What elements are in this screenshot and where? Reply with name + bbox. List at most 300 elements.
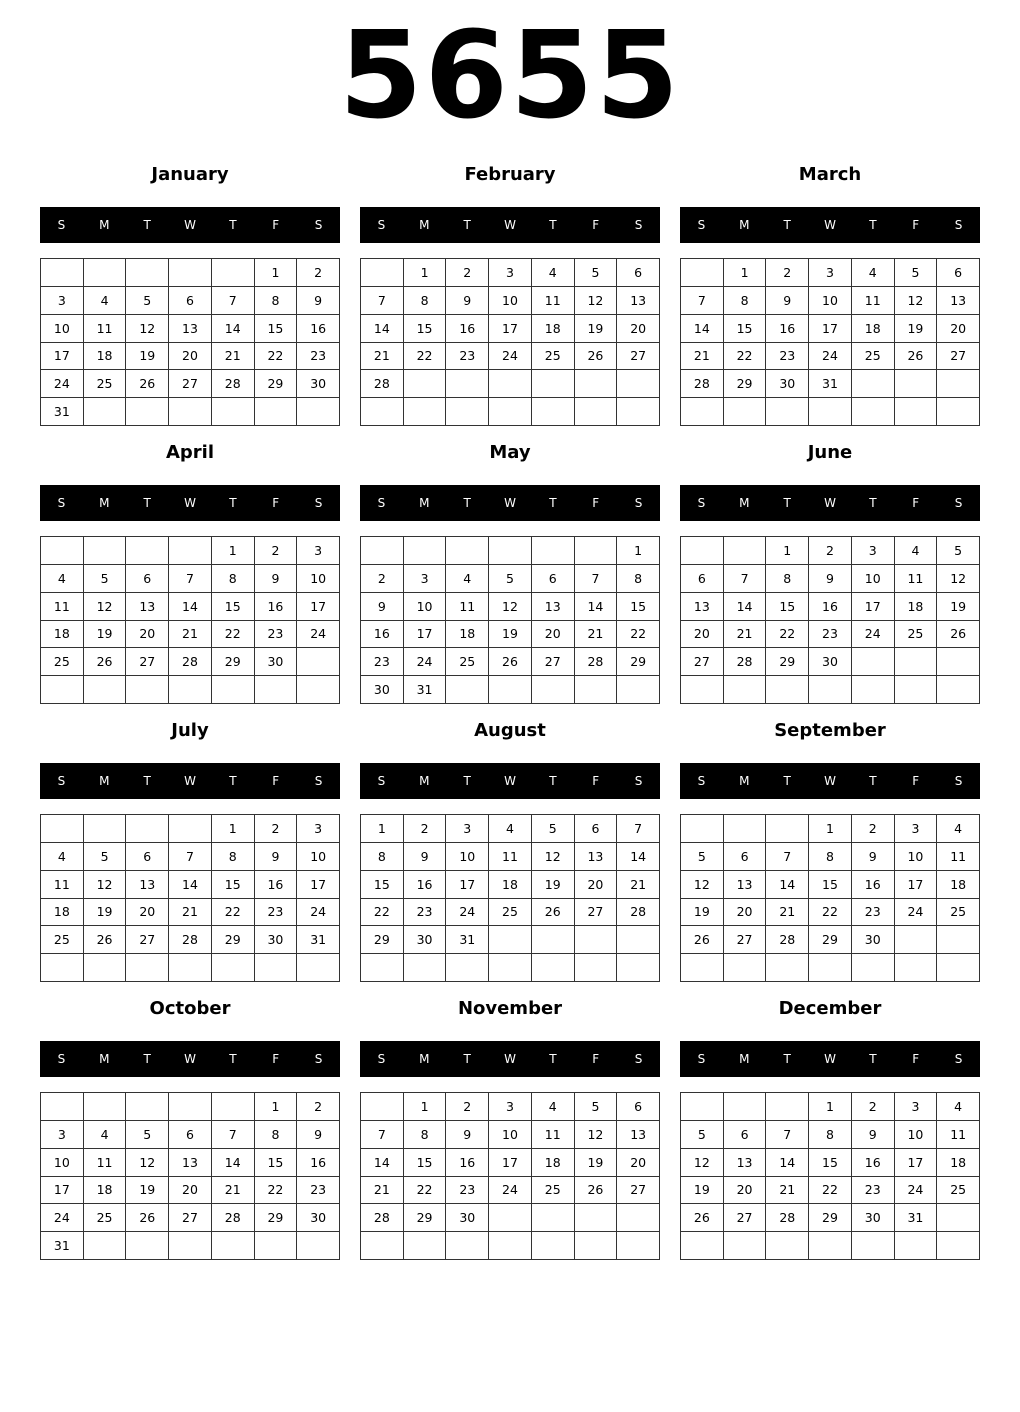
day-cell: 13 — [532, 593, 575, 621]
day-cell: 26 — [126, 370, 169, 398]
day-cell: 21 — [169, 899, 212, 927]
weekday-label: W — [184, 1052, 196, 1066]
day-cell: 5 — [126, 287, 169, 315]
day-cell: 17 — [489, 315, 532, 343]
day-cell: 8 — [212, 565, 255, 593]
day-cell: 1 — [212, 815, 255, 843]
day-cell: 20 — [724, 1177, 767, 1205]
weekday-label: F — [912, 496, 920, 510]
day-cell: 31 — [446, 926, 489, 954]
weekday-header — [360, 763, 660, 799]
day-cell: 24 — [297, 899, 340, 927]
day-cell — [212, 1093, 255, 1121]
weekday-label: S — [634, 218, 643, 232]
day-cell: 1 — [255, 1093, 298, 1121]
day-cell: 26 — [937, 621, 980, 649]
day-grid — [680, 1092, 980, 1260]
weekday-label: M — [419, 496, 430, 510]
day-cell: 26 — [126, 1204, 169, 1232]
day-cell — [489, 537, 532, 565]
day-cell: 9 — [446, 287, 489, 315]
day-cell — [532, 676, 575, 704]
day-cell: 26 — [84, 648, 127, 676]
day-cell — [895, 648, 938, 676]
day-cell: 24 — [404, 648, 447, 676]
day-cell — [895, 1232, 938, 1260]
day-cell: 30 — [255, 648, 298, 676]
weekday-label: S — [314, 1052, 323, 1066]
day-cell: 21 — [681, 343, 724, 371]
day-cell — [446, 370, 489, 398]
day-cell: 12 — [84, 593, 127, 621]
day-cell: 11 — [84, 1149, 127, 1177]
day-cell — [724, 537, 767, 565]
day-cell: 26 — [575, 343, 618, 371]
day-cell: 19 — [681, 1177, 724, 1205]
day-cell — [937, 926, 980, 954]
weekday-label: T — [143, 774, 151, 788]
day-cell: 18 — [532, 315, 575, 343]
day-cell: 30 — [255, 926, 298, 954]
day-cell — [126, 1093, 169, 1121]
day-cell — [169, 1232, 212, 1260]
day-grid — [360, 536, 660, 704]
day-cell: 9 — [852, 843, 895, 871]
day-cell: 24 — [809, 343, 852, 371]
day-cell — [575, 537, 618, 565]
day-cell — [617, 398, 660, 426]
day-cell: 26 — [84, 926, 127, 954]
day-cell — [361, 1232, 404, 1260]
day-cell: 31 — [297, 926, 340, 954]
weekday-label: F — [272, 774, 280, 788]
day-cell — [297, 648, 340, 676]
day-cell: 11 — [446, 593, 489, 621]
day-cell: 14 — [766, 871, 809, 899]
day-cell: 9 — [255, 843, 298, 871]
day-cell: 7 — [212, 287, 255, 315]
day-cell — [361, 954, 404, 982]
day-cell: 25 — [895, 621, 938, 649]
weekday-header — [360, 485, 660, 521]
day-cell — [84, 537, 127, 565]
day-cell: 4 — [41, 843, 84, 871]
day-cell: 18 — [41, 621, 84, 649]
day-cell — [84, 815, 127, 843]
day-cell — [852, 370, 895, 398]
weekday-label: T — [869, 1052, 877, 1066]
day-cell: 29 — [809, 1204, 852, 1232]
day-cell: 29 — [724, 370, 767, 398]
day-cell: 9 — [297, 287, 340, 315]
day-cell: 28 — [766, 1204, 809, 1232]
day-cell: 23 — [255, 899, 298, 927]
day-cell: 12 — [489, 593, 532, 621]
day-cell: 3 — [404, 565, 447, 593]
weekday-label: W — [824, 496, 836, 510]
day-cell — [361, 537, 404, 565]
day-cell: 21 — [361, 343, 404, 371]
day-cell — [724, 1093, 767, 1121]
weekday-label: S — [634, 496, 643, 510]
weekday-label: F — [592, 1052, 600, 1066]
day-cell: 1 — [404, 259, 447, 287]
weekday-label: F — [592, 774, 600, 788]
day-cell — [575, 926, 618, 954]
day-cell — [766, 815, 809, 843]
day-cell — [937, 1232, 980, 1260]
day-cell: 23 — [446, 343, 489, 371]
day-cell — [255, 954, 298, 982]
day-cell: 16 — [255, 593, 298, 621]
weekday-label: S — [954, 496, 963, 510]
day-cell: 4 — [937, 815, 980, 843]
weekday-label: W — [504, 774, 516, 788]
day-cell — [404, 398, 447, 426]
day-cell: 17 — [852, 593, 895, 621]
day-cell — [169, 537, 212, 565]
day-cell: 9 — [255, 565, 298, 593]
day-cell — [852, 954, 895, 982]
day-cell: 13 — [575, 843, 618, 871]
day-cell: 16 — [297, 315, 340, 343]
month-name: June — [807, 442, 853, 463]
day-cell: 5 — [895, 259, 938, 287]
day-cell: 18 — [84, 1177, 127, 1205]
day-cell: 7 — [724, 565, 767, 593]
month-name: January — [151, 164, 229, 185]
day-cell — [617, 1232, 660, 1260]
weekday-header — [680, 1041, 980, 1077]
day-cell: 28 — [361, 1204, 404, 1232]
month-name: November — [457, 998, 563, 1019]
day-cell: 22 — [212, 621, 255, 649]
weekday-header — [40, 485, 340, 521]
day-cell: 20 — [169, 1177, 212, 1205]
day-cell — [681, 954, 724, 982]
day-cell — [766, 398, 809, 426]
weekday-label: W — [504, 1052, 516, 1066]
day-cell: 10 — [446, 843, 489, 871]
day-cell — [575, 1204, 618, 1232]
day-cell: 14 — [212, 1149, 255, 1177]
day-cell: 21 — [169, 621, 212, 649]
day-cell: 30 — [852, 1204, 895, 1232]
day-cell: 10 — [489, 287, 532, 315]
day-cell: 3 — [41, 1121, 84, 1149]
month-name: April — [165, 442, 215, 463]
weekday-label: M — [99, 774, 110, 788]
day-cell: 22 — [766, 621, 809, 649]
day-cell: 6 — [169, 287, 212, 315]
day-grid — [680, 536, 980, 704]
day-cell: 25 — [84, 1204, 127, 1232]
day-cell: 23 — [852, 899, 895, 927]
day-grid — [360, 814, 660, 982]
weekday-label: S — [634, 1052, 643, 1066]
day-cell — [255, 676, 298, 704]
day-cell: 14 — [681, 315, 724, 343]
day-cell: 6 — [617, 259, 660, 287]
weekday-label: M — [99, 496, 110, 510]
day-grid — [40, 814, 340, 982]
day-cell: 4 — [532, 259, 575, 287]
day-cell: 5 — [84, 565, 127, 593]
day-cell: 13 — [617, 1121, 660, 1149]
day-cell: 11 — [41, 593, 84, 621]
day-cell: 30 — [361, 676, 404, 704]
weekday-label: F — [912, 774, 920, 788]
day-cell: 26 — [681, 926, 724, 954]
day-cell: 4 — [84, 1121, 127, 1149]
day-cell: 18 — [895, 593, 938, 621]
day-cell — [84, 398, 127, 426]
day-cell: 19 — [84, 899, 127, 927]
weekday-label: M — [739, 774, 750, 788]
day-cell: 15 — [255, 1149, 298, 1177]
day-cell: 11 — [84, 315, 127, 343]
weekday-label: W — [184, 496, 196, 510]
day-cell — [681, 1232, 724, 1260]
day-cell — [937, 1204, 980, 1232]
month-name: July — [171, 720, 209, 741]
day-cell: 22 — [212, 899, 255, 927]
weekday-label: T — [229, 218, 237, 232]
day-cell — [212, 954, 255, 982]
day-cell — [766, 1093, 809, 1121]
weekday-label: T — [549, 218, 557, 232]
day-cell: 9 — [361, 593, 404, 621]
day-cell: 24 — [41, 1204, 84, 1232]
day-grid — [680, 258, 980, 426]
day-cell — [297, 954, 340, 982]
day-cell: 25 — [41, 648, 84, 676]
day-cell: 5 — [489, 565, 532, 593]
day-cell — [766, 1232, 809, 1260]
weekday-label: F — [272, 496, 280, 510]
weekday-label: M — [99, 1052, 110, 1066]
day-cell: 18 — [84, 343, 127, 371]
day-cell — [809, 398, 852, 426]
day-cell: 13 — [724, 1149, 767, 1177]
day-cell: 19 — [126, 1177, 169, 1205]
day-cell: 15 — [361, 871, 404, 899]
weekday-label: S — [697, 218, 706, 232]
day-cell: 15 — [404, 315, 447, 343]
day-cell: 22 — [404, 343, 447, 371]
day-cell: 15 — [255, 315, 298, 343]
day-cell: 7 — [766, 1121, 809, 1149]
day-cell: 17 — [895, 1149, 938, 1177]
day-cell: 10 — [895, 843, 938, 871]
day-cell: 1 — [766, 537, 809, 565]
day-cell — [617, 676, 660, 704]
day-cell: 19 — [895, 315, 938, 343]
day-cell: 13 — [169, 1149, 212, 1177]
day-cell: 18 — [852, 315, 895, 343]
day-cell — [895, 954, 938, 982]
day-cell: 15 — [809, 871, 852, 899]
day-grid — [40, 258, 340, 426]
month-name: May — [489, 442, 531, 463]
day-cell — [361, 1093, 404, 1121]
day-cell — [84, 259, 127, 287]
day-grid — [680, 814, 980, 982]
month-name: September — [774, 720, 886, 741]
day-cell: 24 — [489, 343, 532, 371]
day-cell — [446, 398, 489, 426]
day-cell: 7 — [169, 565, 212, 593]
day-cell: 25 — [937, 899, 980, 927]
day-cell: 3 — [489, 1093, 532, 1121]
day-cell: 29 — [766, 648, 809, 676]
day-cell: 8 — [361, 843, 404, 871]
day-cell: 15 — [724, 315, 767, 343]
weekday-label: S — [377, 1052, 386, 1066]
day-cell — [489, 1232, 532, 1260]
weekday-header — [40, 207, 340, 243]
day-cell: 23 — [255, 621, 298, 649]
day-cell: 2 — [361, 565, 404, 593]
day-cell: 24 — [895, 1177, 938, 1205]
weekday-label: T — [463, 496, 471, 510]
weekday-label: S — [57, 496, 66, 510]
day-cell — [212, 398, 255, 426]
day-cell: 10 — [41, 315, 84, 343]
weekday-header — [680, 485, 980, 521]
day-cell: 25 — [937, 1177, 980, 1205]
day-cell — [681, 259, 724, 287]
day-cell: 5 — [532, 815, 575, 843]
day-cell — [361, 398, 404, 426]
day-cell: 23 — [297, 343, 340, 371]
day-cell: 10 — [297, 843, 340, 871]
day-cell — [84, 954, 127, 982]
weekday-label: S — [314, 218, 323, 232]
day-cell: 6 — [724, 843, 767, 871]
day-cell — [489, 398, 532, 426]
weekday-label: T — [549, 496, 557, 510]
day-cell: 19 — [681, 899, 724, 927]
day-cell: 26 — [532, 899, 575, 927]
day-cell: 8 — [212, 843, 255, 871]
weekday-label: T — [869, 496, 877, 510]
weekday-label: T — [229, 496, 237, 510]
day-cell: 2 — [446, 1093, 489, 1121]
weekday-header — [360, 207, 660, 243]
day-cell: 14 — [575, 593, 618, 621]
day-cell: 2 — [297, 1093, 340, 1121]
day-cell: 12 — [532, 843, 575, 871]
day-cell — [681, 1093, 724, 1121]
day-cell — [852, 1232, 895, 1260]
day-cell: 21 — [724, 621, 767, 649]
day-cell: 13 — [617, 287, 660, 315]
month-name: August — [474, 720, 546, 741]
day-cell — [724, 1232, 767, 1260]
weekday-label: S — [697, 1052, 706, 1066]
day-cell: 8 — [809, 843, 852, 871]
day-cell: 14 — [617, 843, 660, 871]
day-cell: 1 — [361, 815, 404, 843]
day-cell — [724, 676, 767, 704]
day-cell — [852, 398, 895, 426]
day-cell — [895, 676, 938, 704]
day-cell: 20 — [617, 315, 660, 343]
weekday-label: T — [869, 774, 877, 788]
day-cell: 12 — [937, 565, 980, 593]
day-cell: 2 — [255, 537, 298, 565]
weekday-header — [680, 207, 980, 243]
day-cell: 27 — [169, 370, 212, 398]
day-cell: 1 — [255, 259, 298, 287]
day-cell — [361, 259, 404, 287]
day-cell: 8 — [255, 1121, 298, 1149]
day-cell: 10 — [895, 1121, 938, 1149]
day-cell: 20 — [575, 871, 618, 899]
day-cell: 16 — [852, 871, 895, 899]
day-cell — [212, 259, 255, 287]
day-cell: 6 — [724, 1121, 767, 1149]
day-cell: 3 — [895, 1093, 938, 1121]
day-cell — [937, 398, 980, 426]
weekday-label: M — [419, 1052, 430, 1066]
weekday-label: S — [954, 218, 963, 232]
day-cell: 12 — [126, 315, 169, 343]
day-cell: 24 — [489, 1177, 532, 1205]
day-cell: 13 — [681, 593, 724, 621]
day-cell: 5 — [937, 537, 980, 565]
day-cell: 4 — [852, 259, 895, 287]
day-cell: 16 — [297, 1149, 340, 1177]
day-cell: 30 — [766, 370, 809, 398]
day-cell: 15 — [617, 593, 660, 621]
day-cell: 23 — [404, 899, 447, 927]
weekday-label: W — [504, 496, 516, 510]
weekday-label: S — [697, 496, 706, 510]
day-cell — [84, 1093, 127, 1121]
day-cell — [617, 1204, 660, 1232]
year-title: 5655 — [339, 7, 681, 146]
day-cell — [126, 1232, 169, 1260]
day-cell: 7 — [766, 843, 809, 871]
day-cell: 16 — [361, 621, 404, 649]
day-cell — [617, 954, 660, 982]
day-cell — [489, 954, 532, 982]
day-cell: 24 — [895, 899, 938, 927]
day-cell: 7 — [169, 843, 212, 871]
day-cell — [404, 370, 447, 398]
day-cell: 27 — [724, 926, 767, 954]
day-cell: 27 — [724, 1204, 767, 1232]
day-cell — [724, 398, 767, 426]
day-cell: 10 — [489, 1121, 532, 1149]
day-cell: 29 — [809, 926, 852, 954]
day-cell — [41, 815, 84, 843]
day-cell: 14 — [169, 871, 212, 899]
day-cell: 4 — [895, 537, 938, 565]
day-cell: 31 — [41, 398, 84, 426]
day-cell — [255, 398, 298, 426]
weekday-label: T — [463, 774, 471, 788]
day-cell: 23 — [297, 1177, 340, 1205]
day-cell: 20 — [724, 899, 767, 927]
day-cell: 30 — [297, 370, 340, 398]
day-cell: 4 — [446, 565, 489, 593]
day-cell: 1 — [809, 1093, 852, 1121]
day-cell: 17 — [809, 315, 852, 343]
day-cell: 17 — [489, 1149, 532, 1177]
